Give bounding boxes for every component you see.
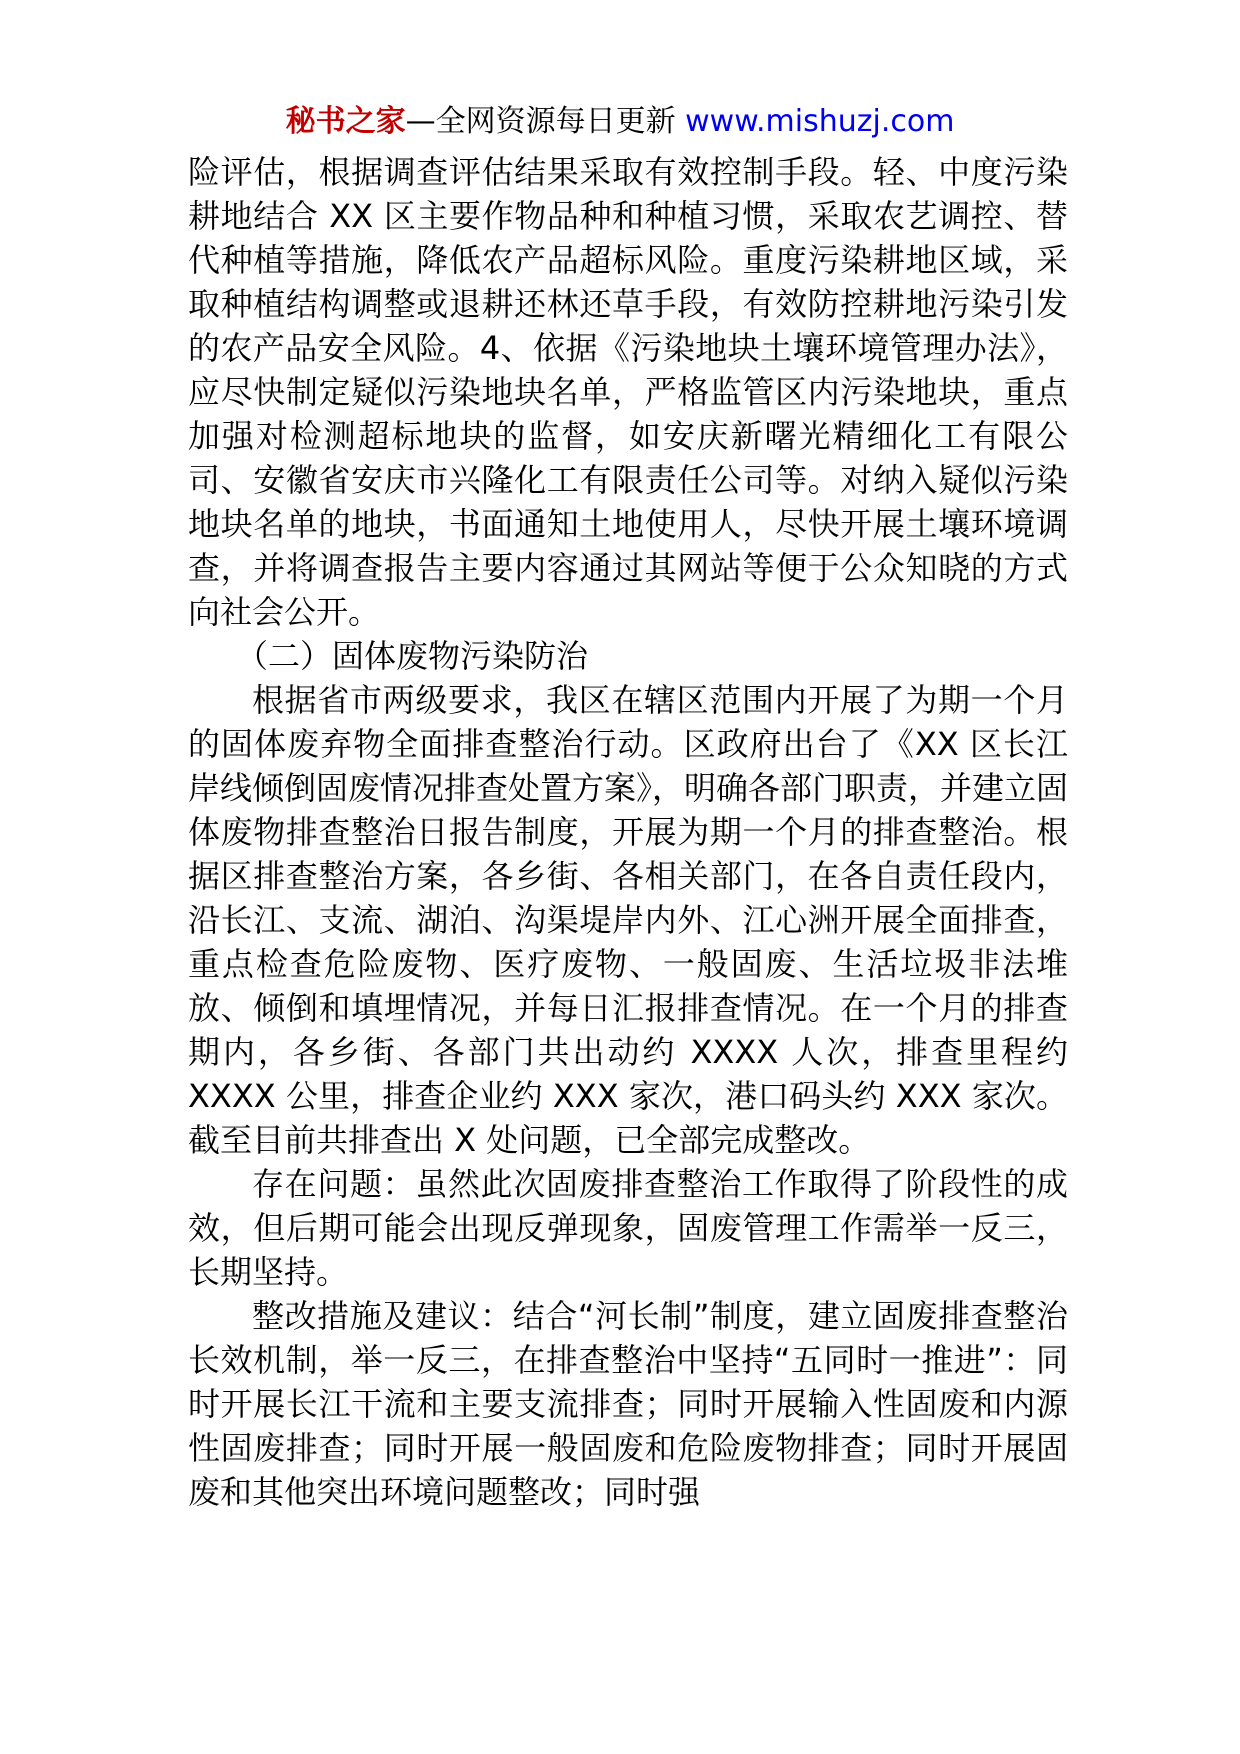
site-brand: 秘书之家 — [285, 104, 406, 139]
site-slogan: —全网资源每日更新 — [405, 104, 686, 139]
document-body — [188, 150, 1068, 1514]
paragraph-soil-risk: 险评估，根据调查评估结果采取有效控制手段。轻、中度污染耕地结合 XX 区主要作物品种和种植习惯，采取农艺调控、替代种植等措施，降低农产品超标风险。重度污染耕地区域，采取种植结构调整或退耕还林还草手段，有效防控耕地污染引发的农产品安全风险。4、依据《污染地块土壤环境管理办法》，应尽快制定疑似污染地块名单，严格监管区内污染地块，重点加强对检测超标地块的监督，如安庆新曙光精细化工有限公司、安徽省安庆市兴隆化工有限责任公司等。对纳入疑似污染地块名单的地块，书面通知土地使用人，尽快开展土壤环境调查，并将调查报告主要内容通过其网站等便于公众知晓的方式向社会公开。 — [188, 153, 1068, 631]
paragraph-existing-problems: 存在问题：虽然此次固废排查整治工作取得了阶段性的成效，但后期可能会出现反弹现象，固废管理工作需举一反三，长期坚持。 — [188, 1165, 1068, 1291]
paragraph-rectification-measures: 整改措施及建议：结合“河长制”制度，建立固废排查整治长效机制，举一反三，在排查整治中坚持“五同时一推进”：同时开展长江干流和主要支流排查；同时开展输入性固废和内源性固废排查；同时开展一般固废和危险废物排查；同时开展固废和其他突出环境问题整改；同时强 — [188, 1297, 1068, 1511]
section-heading-solid-waste: （二）固体废物污染防治 — [236, 637, 589, 675]
site-header — [0, 100, 1240, 144]
paragraph-solid-waste-action: 根据省市两级要求，我区在辖区范围内开展了为期一个月的固体废弃物全面排查整治行动。区政府出台了《XX 区长江岸线倾倒固废情况排查处置方案》，明确各部门职责，并建立固体废物排查整治日报告制度，开展为期一个月的排查整治。根据区排查整治方案，各乡街、各相关部门，在各自责任段内，沿长江、支流、湖泊、沟渠堤岸内外、江心洲开展全面排查，重点检查危险废物、医疗废物、一般固废、生活垃圾非法堆放、倾倒和填埋情况，并每日汇报排查情况。在一个月的排查期内，各乡街、各部门共出动约 XXXX 人次，排查里程约 XXXX 公里，排查企业约 XXX 家次，港口码头约 XXX 家次。截至目前共排查出 X 处问题，已全部完成整改。 — [188, 681, 1069, 1159]
site-url-link[interactable]: www.mishuzj.com — [685, 104, 955, 139]
